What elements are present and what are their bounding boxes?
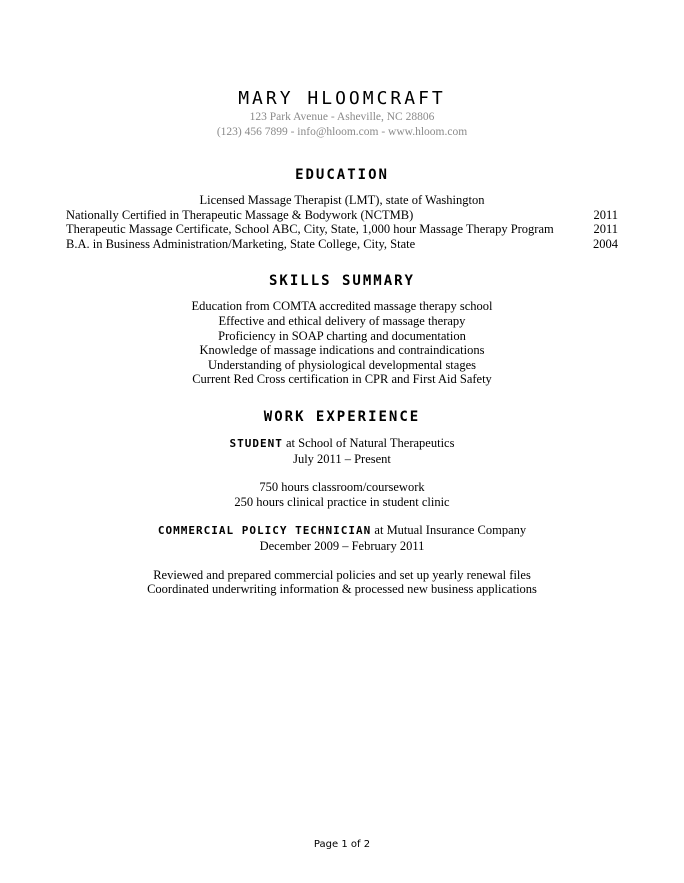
education-row — [0, 208, 684, 223]
address-line: 123 Park Avenue - Asheville, NC 28806 — [249, 111, 435, 123]
skill-item: Proficiency in SOAP charting and documentation — [218, 328, 466, 343]
job-employer: at School of Natural Therapeutics — [282, 435, 455, 450]
education-row-text: Nationally Certified in Therapeutic Massage & Bodywork (NCTMB) — [66, 207, 414, 222]
job-detail: 750 hours classroom/coursework — [259, 480, 425, 495]
job-dates: December 2009 – February 2011 — [259, 538, 425, 553]
education-row-year: 2004 — [593, 236, 618, 251]
skills-section — [0, 272, 684, 387]
education-row — [0, 237, 684, 252]
job-heading — [0, 436, 684, 452]
job-detail: Reviewed and prepared commercial policies and set up yearly renewal files — [153, 567, 531, 582]
skill-item: Knowledge of massage indications and contraindications — [199, 343, 485, 358]
work-section — [0, 408, 684, 597]
education-row-text: Therapeutic Massage Certificate, School ABC, City, State, 1,000 hour Massage Therapy Program — [66, 222, 554, 237]
page-of: of — [350, 839, 361, 850]
work-heading: WORK EXPERIENCE — [263, 408, 421, 425]
education-item: Licensed Massage Therapist (LMT), state of Washington — [199, 193, 485, 207]
skills-heading: SKILLS SUMMARY — [268, 273, 415, 290]
job-role: COMMERCIAL POLICY TECHNICIAN — [157, 524, 372, 538]
education-row — [0, 222, 684, 237]
job-entry — [0, 436, 684, 509]
education-row-year: 2011 — [593, 222, 618, 237]
job-detail: 250 hours clinical practice in student clinic — [234, 494, 450, 509]
job-role: STUDENT — [229, 436, 283, 450]
job-detail: Coordinated underwriting information & processed new business applications — [147, 582, 537, 597]
education-row-text: B.A. in Business Administration/Marketing, State College, City, State — [66, 236, 416, 251]
skill-item: Current Red Cross certification in CPR and First Aid Safety — [192, 372, 492, 387]
page-current: 1 — [341, 839, 348, 850]
skill-item: Education from COMTA accredited massage therapy school — [191, 299, 493, 314]
education-heading: EDUCATION — [295, 167, 389, 183]
education-section — [0, 166, 684, 251]
skill-item: Effective and ethical delivery of massage therapy — [218, 313, 466, 328]
job-employer: at Mutual Insurance Company — [371, 523, 527, 538]
job-heading — [0, 523, 684, 539]
job-entry — [0, 523, 684, 596]
resume-header — [0, 0, 684, 140]
page-number — [0, 839, 684, 850]
applicant-name: MARY HLOOMCRAFT — [238, 88, 446, 109]
education-row-year: 2011 — [593, 207, 618, 222]
skill-item: Understanding of physiological developmental stages — [208, 357, 476, 372]
job-dates: July 2011 – Present — [293, 451, 391, 466]
page-total: 2 — [363, 839, 371, 850]
page-label: Page — [313, 839, 339, 850]
contact-line: (123) 456 7899 - info@hloom.com - www.hloom.com — [216, 126, 468, 138]
